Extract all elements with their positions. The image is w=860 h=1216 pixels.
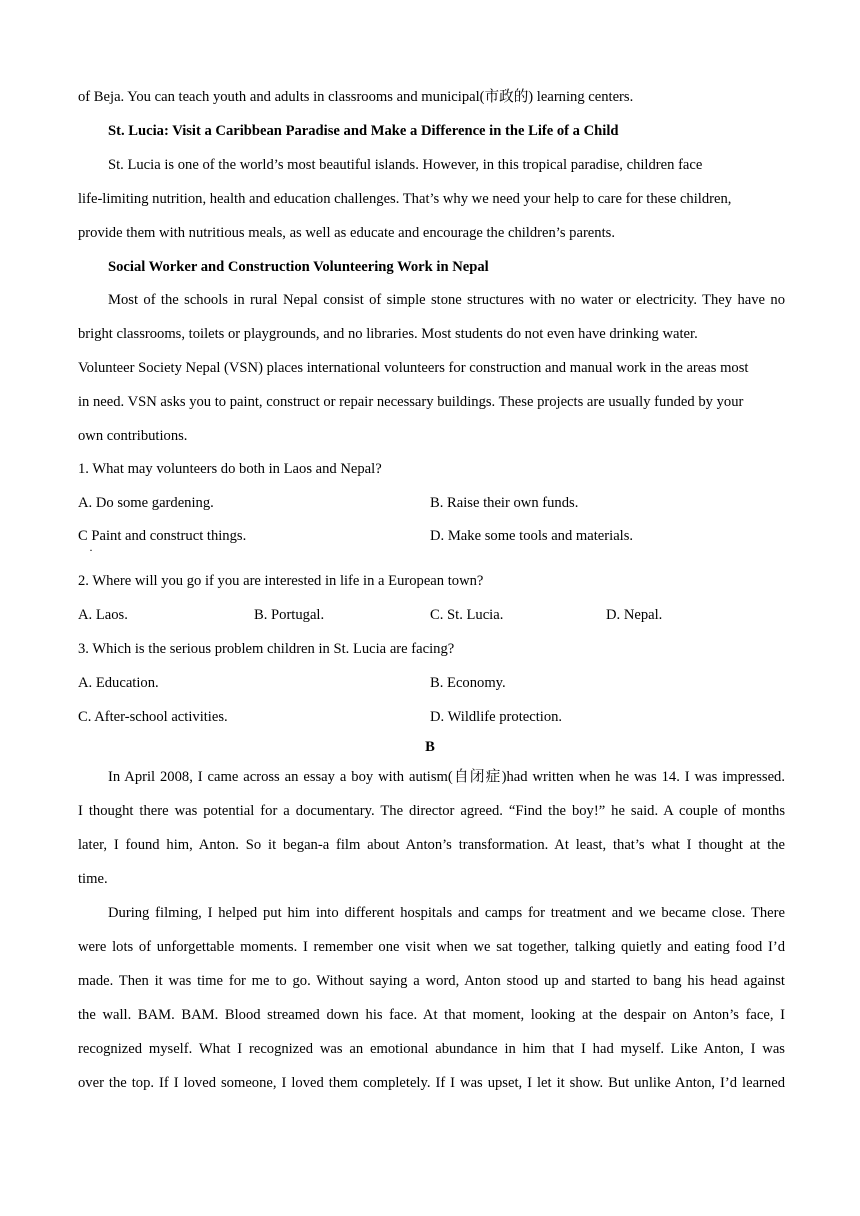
nepal-line-1: Most of the schools in rural Nepal consist of simple stone structures with no water or electricity. They have no: [108, 292, 785, 308]
question-3-option-a: A. Education.: [78, 675, 159, 691]
passage-b-p2-line-2: were lots of unforgettable moments. I remember one visit when we sat together, talking quietly and eating food I’d: [78, 939, 785, 955]
question-2-stem: 2. Where will you go if you are interested in life in a European town?: [78, 573, 484, 589]
passage-b-p2-line-4: the wall. BAM. BAM. Blood streamed down his face. At that moment, looking at the despair on Anton’s face, I: [78, 1007, 785, 1023]
question-1-option-d: D. Make some tools and materials.: [430, 528, 634, 544]
question-3-stem: 3. Which is the serious problem children in St. Lucia are facing?: [78, 641, 455, 657]
passage-b-p2-line-1: During filming, I helped put him into different hospitals and camps for treatment and we became close. There: [108, 905, 785, 921]
question-1-option-c: C Paint and construct things.: [78, 528, 247, 544]
passage-b-p2-line-5: recognized myself. What I recognized was an emotional abundance in him that I had myself. Like Anton, I was: [78, 1041, 785, 1057]
stlucia-line-2: life-limiting nutrition, health and education challenges. That’s why we need your help to care for these children,: [78, 191, 732, 207]
question-2-option-c: C. St. Lucia.: [430, 607, 504, 623]
nepal-heading: Social Worker and Construction Volunteering Work in Nepal: [108, 259, 489, 275]
passage-b-p1-line-3: later, I found him, Anton. So it began-a film about Anton’s transformation. At least, that’s what I thought at the: [78, 837, 785, 853]
passage-b-p2-line-6: over the top. If I loved someone, I loved them completely. If I was upset, I let it show. But unlike Anton, I’d learned: [78, 1075, 785, 1091]
beja-paragraph-tail: of Beja. You can teach youth and adults in classrooms and municipal(市政的) learning centers.: [78, 89, 634, 105]
question-2-option-a: A. Laos.: [78, 607, 128, 623]
passage-b-p2-line-3: made. Then it was time for me to go. Without saying a word, Anton stood up and started to bang his head against: [78, 973, 785, 989]
question-2-option-d: D. Nepal.: [606, 607, 663, 623]
question-3-option-d: D. Wildlife protection.: [430, 709, 563, 725]
nepal-line-5: own contributions.: [78, 428, 188, 444]
question-3-option-c: C. After-school activities.: [78, 709, 228, 725]
question-1-stem: 1. What may volunteers do both in Laos and Nepal?: [78, 461, 382, 477]
nepal-line-2: bright classrooms, toilets or playgrounds, and no libraries. Most students do not even have drinking water.: [78, 326, 698, 342]
passage-b-p1-line-1: In April 2008, I came across an essay a boy with autism(自闭症)had written when he was 14. I was impressed.: [108, 769, 785, 785]
question-1-option-a: A. Do some gardening.: [78, 495, 214, 511]
stlucia-line-1: St. Lucia is one of the world’s most beautiful islands. However, in this tropical paradise, children face: [108, 157, 703, 173]
question-1-option-b: B. Raise their own funds.: [430, 495, 579, 511]
stlucia-heading: St. Lucia: Visit a Caribbean Paradise and Make a Difference in the Life of a Child: [108, 123, 619, 139]
question-2-option-b: B. Portugal.: [254, 607, 325, 623]
nepal-line-4: in need. VSN asks you to paint, construct or repair necessary buildings. These projects are usually funded by your: [78, 394, 744, 410]
stray-dot-mark: ·: [89, 543, 93, 557]
question-3-option-b: B. Economy.: [430, 675, 506, 691]
passage-b-p1-line-4: time.: [78, 871, 108, 887]
stlucia-line-3: provide them with nutritious meals, as well as educate and encourage the children’s parents.: [78, 225, 615, 241]
passage-b-label: B: [425, 739, 435, 755]
passage-b-p1-line-2: I thought there was potential for a documentary. The director agreed. “Find the boy!” he said. A couple of months: [78, 803, 785, 819]
nepal-line-3: Volunteer Society Nepal (VSN) places international volunteers for construction and manual work in the areas most: [78, 360, 749, 376]
